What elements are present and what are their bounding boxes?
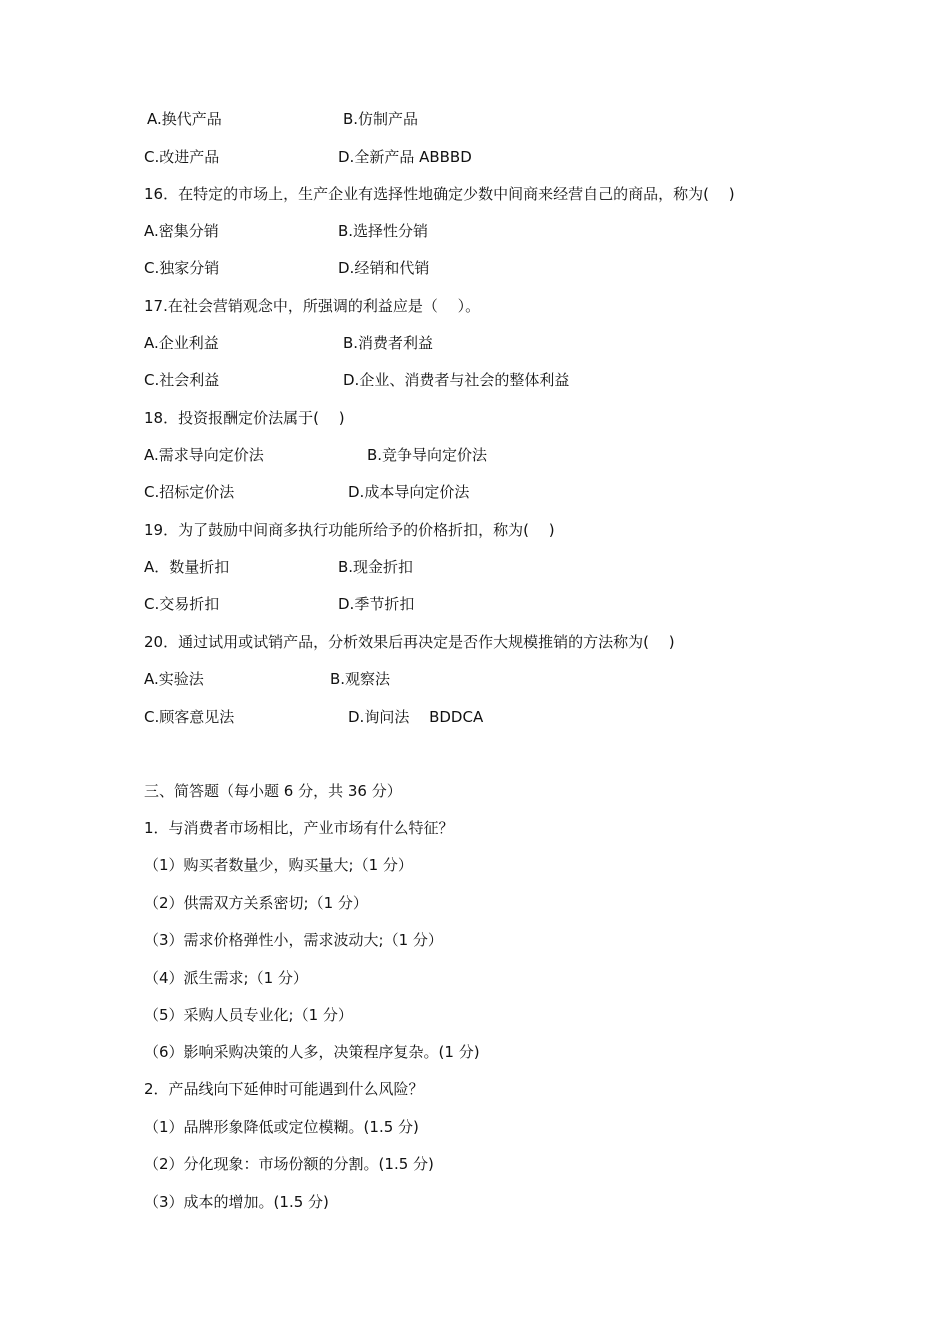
question-stem: 20．通过试用或试销产品，分析效果后再决定是否作大规模推销的方法称为( ) xyxy=(144,633,675,651)
option-row xyxy=(0,331,950,355)
answer-line xyxy=(0,853,950,877)
question-stem: 1．与消费者市场相比，产业市场有什么特征？ xyxy=(144,819,454,837)
answer-text: （5）采购人员专业化;（1 分） xyxy=(144,1006,353,1024)
answer-text: （4）派生需求;（1 分） xyxy=(144,969,308,987)
option-row xyxy=(0,555,950,579)
answer-line xyxy=(0,1115,950,1139)
answer-text: （1）购买者数量少，购买量大;（1 分） xyxy=(144,856,413,874)
option-d: D.全新产品 ABBBD xyxy=(338,148,472,166)
option-c: C.社会利益 xyxy=(144,371,220,389)
option-b: B.仿制产品 xyxy=(343,110,419,128)
answer-line xyxy=(0,966,950,990)
question-20 xyxy=(0,630,950,654)
option-c: C.招标定价法 xyxy=(144,483,235,501)
option-row xyxy=(0,667,950,691)
option-row xyxy=(0,256,950,280)
option-a: A.换代产品 xyxy=(147,110,222,128)
answer-text: （1）品牌形象降低或定位模糊。(1.5 分) xyxy=(144,1118,419,1136)
option-d: D.企业、消费者与社会的整体利益 xyxy=(343,371,570,389)
question-stem: 16．在特定的市场上，生产企业有选择性地确定少数中间商来经营自己的商品，称为( ) xyxy=(144,185,735,203)
option-a: A.需求导向定价法 xyxy=(144,446,264,464)
option-c: C.独家分销 xyxy=(144,259,220,277)
question-18 xyxy=(0,406,950,430)
question-stem: 19．为了鼓励中间商多执行功能所给予的价格折扣，称为( ) xyxy=(144,521,555,539)
option-b: B.消费者利益 xyxy=(343,334,434,352)
short-answer-question-1 xyxy=(0,816,950,840)
option-b: B.竞争导向定价法 xyxy=(367,446,488,464)
option-d: D.季节折扣 xyxy=(338,595,415,613)
answer-line xyxy=(0,1152,950,1176)
question-stem: 18．投资报酬定价法属于( ) xyxy=(144,409,345,427)
answer-line xyxy=(0,1190,950,1214)
option-a: A．数量折扣 xyxy=(144,558,230,576)
option-row xyxy=(0,592,950,616)
option-row xyxy=(0,219,950,243)
option-row xyxy=(0,145,950,169)
option-row xyxy=(0,107,950,131)
option-b: B.现金折扣 xyxy=(338,558,414,576)
answer-text: （2）供需双方关系密切;（1 分） xyxy=(144,894,368,912)
question-stem: 2．产品线向下延伸时可能遇到什么风险？ xyxy=(144,1080,424,1098)
option-row xyxy=(0,443,950,467)
option-d: D.成本导向定价法 xyxy=(348,483,470,501)
option-row xyxy=(0,368,950,392)
option-c: C.交易折扣 xyxy=(144,595,220,613)
answer-text: （3）成本的增加。(1.5 分) xyxy=(144,1193,329,1211)
option-row xyxy=(0,480,950,504)
question-16 xyxy=(0,182,950,206)
option-d: D.经销和代销 xyxy=(338,259,430,277)
question-17 xyxy=(0,294,950,318)
answer-line xyxy=(0,928,950,952)
section-heading xyxy=(0,779,950,803)
option-d: D.询问法 BDDCA xyxy=(348,708,484,726)
question-19 xyxy=(0,518,950,542)
option-c: C.改进产品 xyxy=(144,148,220,166)
option-b: B.观察法 xyxy=(330,670,391,688)
option-c: C.顾客意见法 xyxy=(144,708,235,726)
answer-line xyxy=(0,1040,950,1064)
answer-text: （2）分化现象：市场份额的分割。(1.5 分) xyxy=(144,1155,434,1173)
answer-line xyxy=(0,891,950,915)
option-b: B.选择性分销 xyxy=(338,222,429,240)
answer-text: （3）需求价格弹性小，需求波动大;（1 分） xyxy=(144,931,443,949)
section-title: 三、简答题（每小题 6 分，共 36 分） xyxy=(144,782,402,800)
question-stem: 17.在社会营销观念中，所强调的利益应是（ ）。 xyxy=(144,297,481,315)
option-a: A.企业利益 xyxy=(144,334,219,352)
option-row xyxy=(0,705,950,729)
answer-text: （6）影响采购决策的人多，决策程序复杂。(1 分) xyxy=(144,1043,480,1061)
short-answer-question-2 xyxy=(0,1077,950,1101)
option-a: A.密集分销 xyxy=(144,222,219,240)
option-a: A.实验法 xyxy=(144,670,204,688)
answer-line xyxy=(0,1003,950,1027)
